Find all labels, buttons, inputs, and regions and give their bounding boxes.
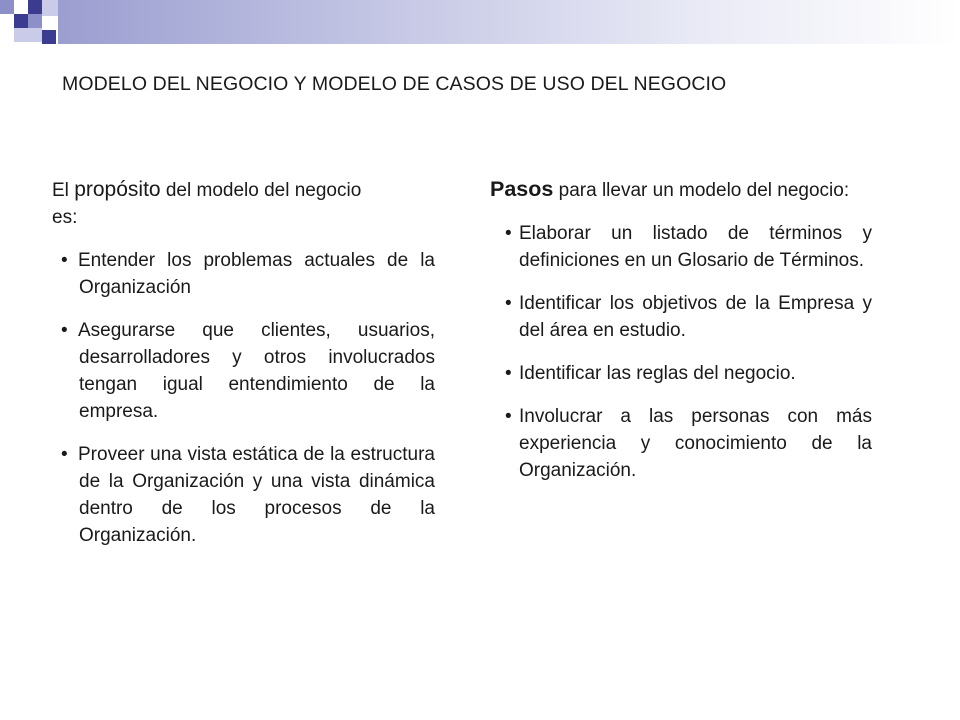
left-keyword: propósito [74,178,161,201]
decor-square [42,0,58,16]
decor-square [14,0,28,14]
left-bullet-list [52,247,435,549]
list-item-text: Identificar las reglas del negocio. [519,363,796,384]
right-intro [490,176,862,204]
right-keyword: Pasos [490,177,554,201]
list-item-text: Proveer una vista estática de la estructura de la Organización y una vista dinámica dentro de los procesos de la Organización. [78,444,435,546]
bullet-icon: • [61,250,68,271]
list-item [505,290,872,344]
left-intro [52,176,382,231]
list-item [505,403,872,484]
list-item-text: Involucrar a las personas con más experiencia y conocimiento de la Organización. [519,406,872,481]
list-item [61,247,435,301]
right-bullet-list [490,220,872,484]
bullet-icon: • [61,320,68,341]
slide-title: MODELO DEL NEGOCIO Y MODELO DE CASOS DE USO DEL NEGOCIO [62,73,727,95]
list-item-text: Asegurarse que clientes, usuarios, desarrolladores y otros involucrados tengan igual entendimiento de la empresa. [78,320,435,422]
bullet-icon: • [61,444,68,465]
left-column [52,176,435,565]
left-intro-after: del modelo del negocio es: [52,180,362,228]
list-item-text: Identificar los objetivos de la Empresa y del área en estudio. [519,293,872,341]
decor-square [28,28,42,42]
decor-square [14,14,28,28]
left-intro-before: El [52,180,75,201]
decor-square [14,28,28,42]
list-item [505,220,872,274]
decor-square [28,14,42,28]
decor-square [28,0,42,14]
list-item-text: Elaborar un listado de términos y definiciones en un Glosario de Términos. [519,223,872,271]
decor-square [42,30,56,44]
bullet-icon: • [505,293,512,314]
decor-square [0,0,14,14]
list-item [505,360,872,387]
right-column [490,176,872,500]
list-item [61,317,435,425]
list-item [61,441,435,549]
bullet-icon: • [505,223,512,244]
bullet-icon: • [505,363,512,384]
header-gradient-bar [58,0,960,44]
list-item-text: Entender los problemas actuales de la Organización [78,250,435,298]
bullet-icon: • [505,406,512,427]
right-intro-after: para llevar un modelo del negocio: [553,180,850,201]
